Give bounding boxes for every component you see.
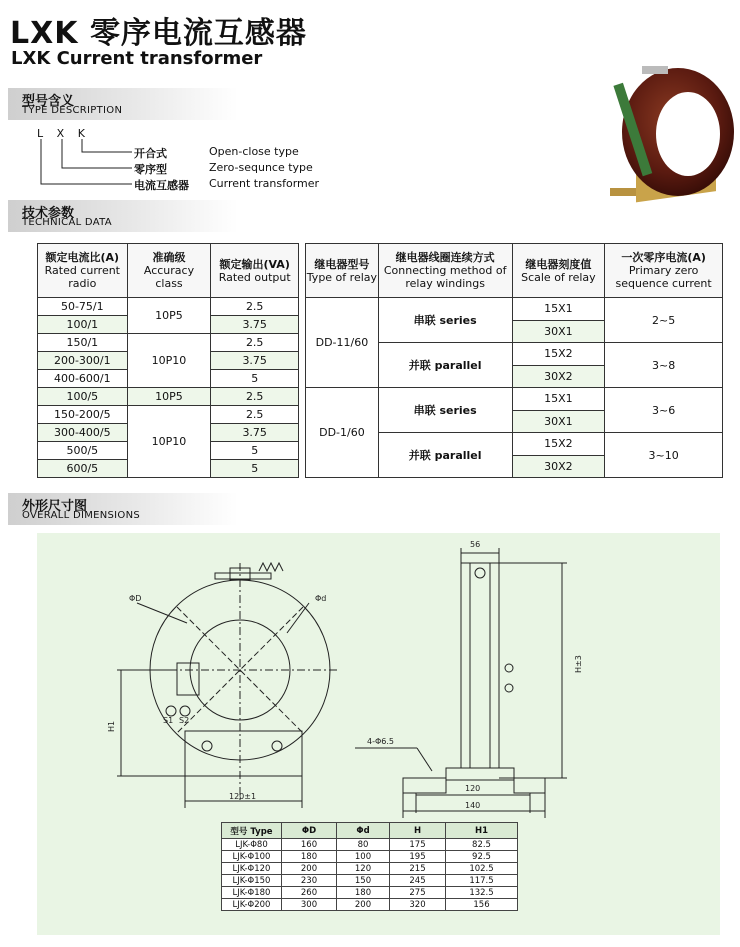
output-cell: 2.5 — [211, 388, 299, 406]
relay-current-cell: 2~5 — [605, 298, 723, 343]
output-cell: 2.5 — [211, 298, 299, 316]
section-title-cn: 型号含义 — [22, 94, 75, 109]
relay-current-cell: 3~8 — [605, 343, 723, 388]
header-relay-type: 继电器型号 Type of relay — [306, 244, 379, 298]
table-row: LJK-Φ100 180 100 195 92.5 — [222, 851, 518, 863]
table-row: LJK-Φ200 300 200 320 156 — [222, 899, 518, 911]
relay-scale-cell: 15X2 — [512, 433, 605, 456]
dims-header-od: ΦD — [282, 823, 337, 839]
s1-label: S1 — [163, 716, 174, 725]
height-label: H±3 — [574, 655, 583, 673]
relay-scale-cell: 30X2 — [512, 365, 605, 388]
relay-type-cell: DD-1/60 — [306, 388, 379, 478]
h1-label: H1 — [107, 720, 116, 732]
base-120-label: 120 — [465, 784, 481, 793]
header-connecting-method: 继电器线圈连续方式 Connecting method of relay windings — [378, 244, 512, 298]
ratio-cell: 50-75/1 — [38, 298, 128, 316]
page-subtitle: LXK Current transformer — [11, 48, 263, 69]
relay-table — [305, 243, 723, 478]
class-cell: 10P10 — [127, 406, 211, 478]
type-code-letter: L — [37, 127, 49, 140]
table-row: LJK-Φ180 260 180 275 132.5 — [222, 887, 518, 899]
holes-label: 4-Φ6.5 — [367, 737, 394, 746]
output-cell: 3.75 — [211, 352, 299, 370]
id-label: Φd — [315, 594, 327, 603]
width-120-label: 120±1 — [229, 792, 257, 801]
ratio-cell: 200-300/1 — [38, 352, 128, 370]
type-item-en: Zero-sequnce type — [209, 161, 313, 174]
dims-header-h: H — [390, 823, 446, 839]
table-row: LJK-Φ80 160 80 175 82.5 — [222, 839, 518, 851]
section-title-en: OVERALL DIMENSIONS — [22, 510, 141, 521]
page-title: LXK 零序电流互感器 — [10, 16, 307, 51]
type-code-letter: K — [77, 127, 90, 140]
class-cell: 10P10 — [127, 334, 211, 388]
class-cell: 10P5 — [127, 388, 211, 406]
transformer-photo — [596, 60, 736, 218]
section-type-description — [8, 88, 238, 120]
relay-current-cell: 3~10 — [605, 433, 723, 478]
output-cell: 3.75 — [211, 316, 299, 334]
ratio-cell: 100/1 — [38, 316, 128, 334]
section-title-en: TYPE DESCRIPTION — [22, 105, 123, 116]
header-rated-current-ratio: 额定电流比(A) Rated current radio — [38, 244, 128, 298]
relay-method-cell: 并联 parallel — [378, 343, 512, 388]
header-rated-output: 额定输出(VA) Rated output — [211, 244, 299, 298]
type-item-cn: 零序型 — [134, 163, 167, 176]
header-accuracy-class: 准确级 Accuracy class — [127, 244, 211, 298]
output-cell: 5 — [211, 370, 299, 388]
relay-method-cell: 串联 series — [378, 388, 512, 433]
relay-scale-cell: 15X2 — [512, 343, 605, 366]
output-cell: 2.5 — [211, 334, 299, 352]
output-cell: 3.75 — [211, 424, 299, 442]
type-item-cn: 电流互感器 — [134, 179, 189, 192]
top-56-label: 56 — [470, 540, 481, 549]
relay-scale-cell: 30X1 — [512, 320, 605, 343]
type-item-en: Open-close type — [209, 145, 299, 158]
relay-method-cell: 串联 series — [378, 298, 512, 343]
section-title-en: TECHNICAL DATA — [22, 217, 112, 228]
output-cell: 5 — [211, 442, 299, 460]
header-relay-scale: 继电器刻度值 Scale of relay — [512, 244, 605, 298]
relay-scale-cell: 15X1 — [512, 388, 605, 411]
dimensions-table — [221, 822, 518, 911]
relay-type-cell: DD-11/60 — [306, 298, 379, 388]
class-cell: 10P5 — [127, 298, 211, 334]
relay-method-cell: 并联 parallel — [378, 433, 512, 478]
relay-scale-cell: 15X1 — [512, 298, 605, 321]
ratio-cell: 100/5 — [38, 388, 128, 406]
dimension-drawing — [37, 533, 720, 823]
type-code-connectors — [36, 139, 136, 189]
ratio-cell: 400-600/1 — [38, 370, 128, 388]
section-overall-dimensions — [8, 493, 238, 525]
relay-scale-cell: 30X1 — [512, 410, 605, 433]
ratio-cell: 150-200/5 — [38, 406, 128, 424]
base-140-label: 140 — [465, 801, 481, 810]
ratio-cell: 300-400/5 — [38, 424, 128, 442]
relay-current-cell: 3~6 — [605, 388, 723, 433]
table-row: LJK-Φ150 230 150 245 117.5 — [222, 875, 518, 887]
dims-header-type: 型号 Type — [222, 823, 282, 839]
header-primary-zero-current: 一次零序电流(A) Primary zero sequence current — [605, 244, 723, 298]
dims-header-id: Φd — [337, 823, 390, 839]
section-technical-data — [8, 200, 238, 232]
s2-label: S2 — [179, 716, 190, 725]
ratio-cell: 500/5 — [38, 442, 128, 460]
type-item-en: Current transformer — [209, 177, 320, 190]
ratio-cell: 600/5 — [38, 460, 128, 478]
type-code-letter: X — [56, 127, 70, 140]
table-row: LJK-Φ120 200 120 215 102.5 — [222, 863, 518, 875]
rating-table — [37, 243, 299, 478]
ratio-cell: 150/1 — [38, 334, 128, 352]
type-item-cn: 开合式 — [134, 147, 167, 160]
output-cell: 5 — [211, 460, 299, 478]
output-cell: 2.5 — [211, 406, 299, 424]
section-title-cn: 技术参数 — [22, 206, 75, 221]
dims-header-h1: H1 — [446, 823, 518, 839]
od-label: ΦD — [129, 594, 142, 603]
relay-scale-cell: 30X2 — [512, 455, 605, 478]
section-title-cn: 外形尺寸图 — [22, 499, 88, 514]
